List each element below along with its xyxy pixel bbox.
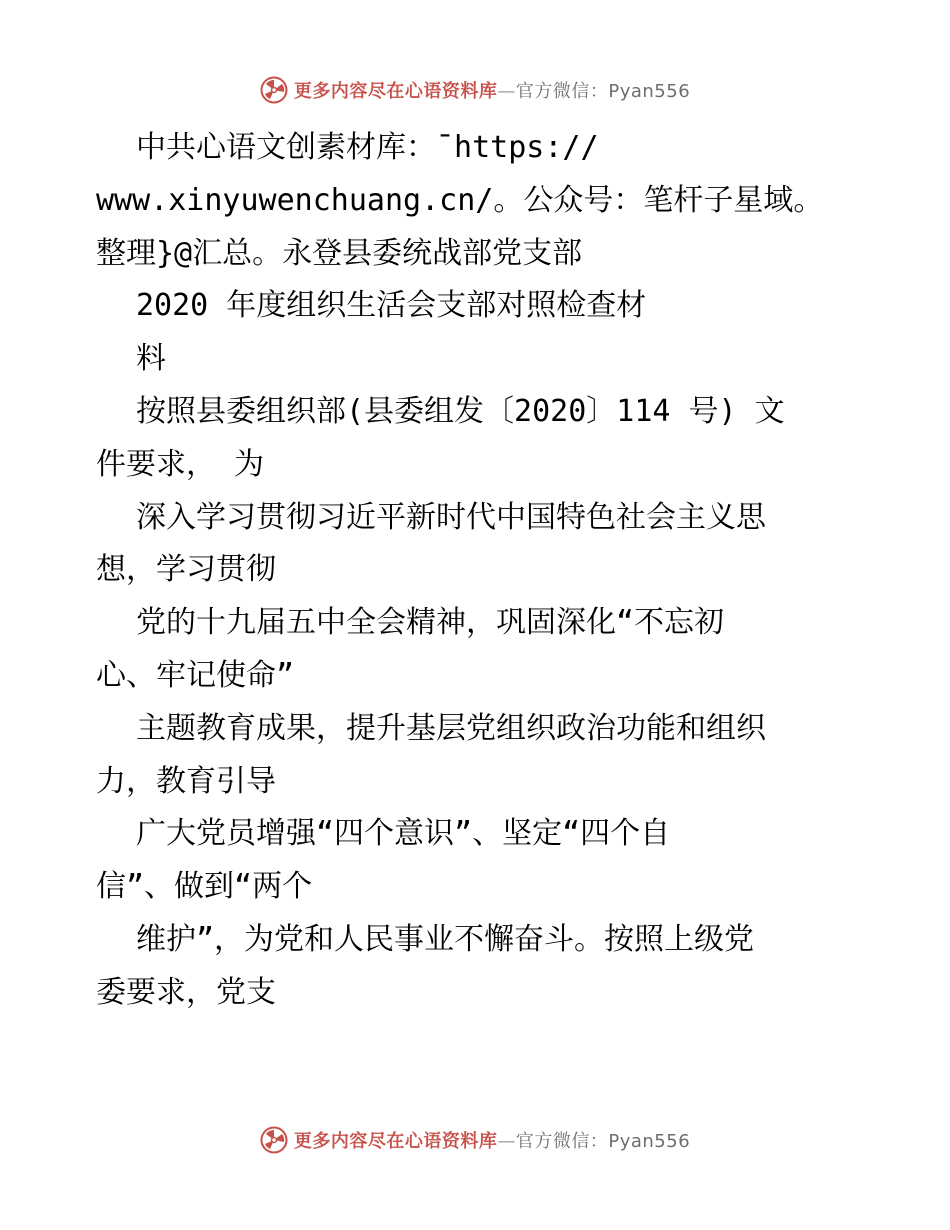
document-text-line: 2020 年度组织生活会支部对照检查材	[136, 288, 647, 324]
fan-logo-icon	[260, 1126, 288, 1154]
fan-logo-icon	[260, 76, 288, 104]
footer-banner	[0, 1122, 950, 1158]
header-banner-wechat: 官方微信：Pyan556	[515, 81, 691, 102]
document-text-line: www.xinyuwenchuang.cn/。公众号：笔杆子星域。	[96, 182, 824, 218]
footer-banner-red-text: 更多内容尽在心语资料库	[293, 1131, 498, 1152]
header-banner	[0, 72, 950, 108]
header-banner-dash: —	[497, 81, 516, 102]
document-text-line: 整理}@汇总。永登县委统战部党支部	[96, 235, 583, 271]
header-banner-red-text: 更多内容尽在心语资料库	[293, 81, 498, 102]
document-text-line: 党的十九届五中全会精神，巩固深化“不忘初	[136, 605, 725, 641]
document-text-line: 主题教育成果，提升基层党组织政治功能和组织	[136, 710, 766, 746]
header-banner-text	[294, 77, 690, 103]
footer-banner-dash: —	[497, 1131, 516, 1152]
document-text-line: 按照县委组织部(县委组发〔2020〕114 号) 文	[136, 393, 785, 429]
document-text-line: 件要求， 为	[96, 446, 265, 482]
document-text-line: 广大党员增强“四个意识”、坚定“四个自	[136, 816, 671, 852]
document-text-line: 深入学习贯彻习近平新时代中国特色社会主义思	[136, 499, 766, 535]
footer-banner-wechat: 官方微信：Pyan556	[515, 1131, 691, 1152]
document-text-line: 想，学习贯彻	[96, 552, 276, 588]
footer-banner-text	[294, 1127, 690, 1153]
document-body	[96, 122, 856, 1020]
document-text-line: 心、牢记使命”	[96, 657, 295, 693]
document-text-line: 信”、做到“两个	[96, 869, 313, 905]
document-text-line: 料	[136, 341, 166, 377]
document-text-line: 委要求，党支	[96, 974, 276, 1010]
document-text-line: 力，教育引导	[96, 763, 276, 799]
document-text-line: 维护”，为党和人民事业不懈奋斗。按照上级党	[136, 921, 755, 957]
document-text-line: 中共心语文创素材库：¯https://	[136, 130, 599, 165]
